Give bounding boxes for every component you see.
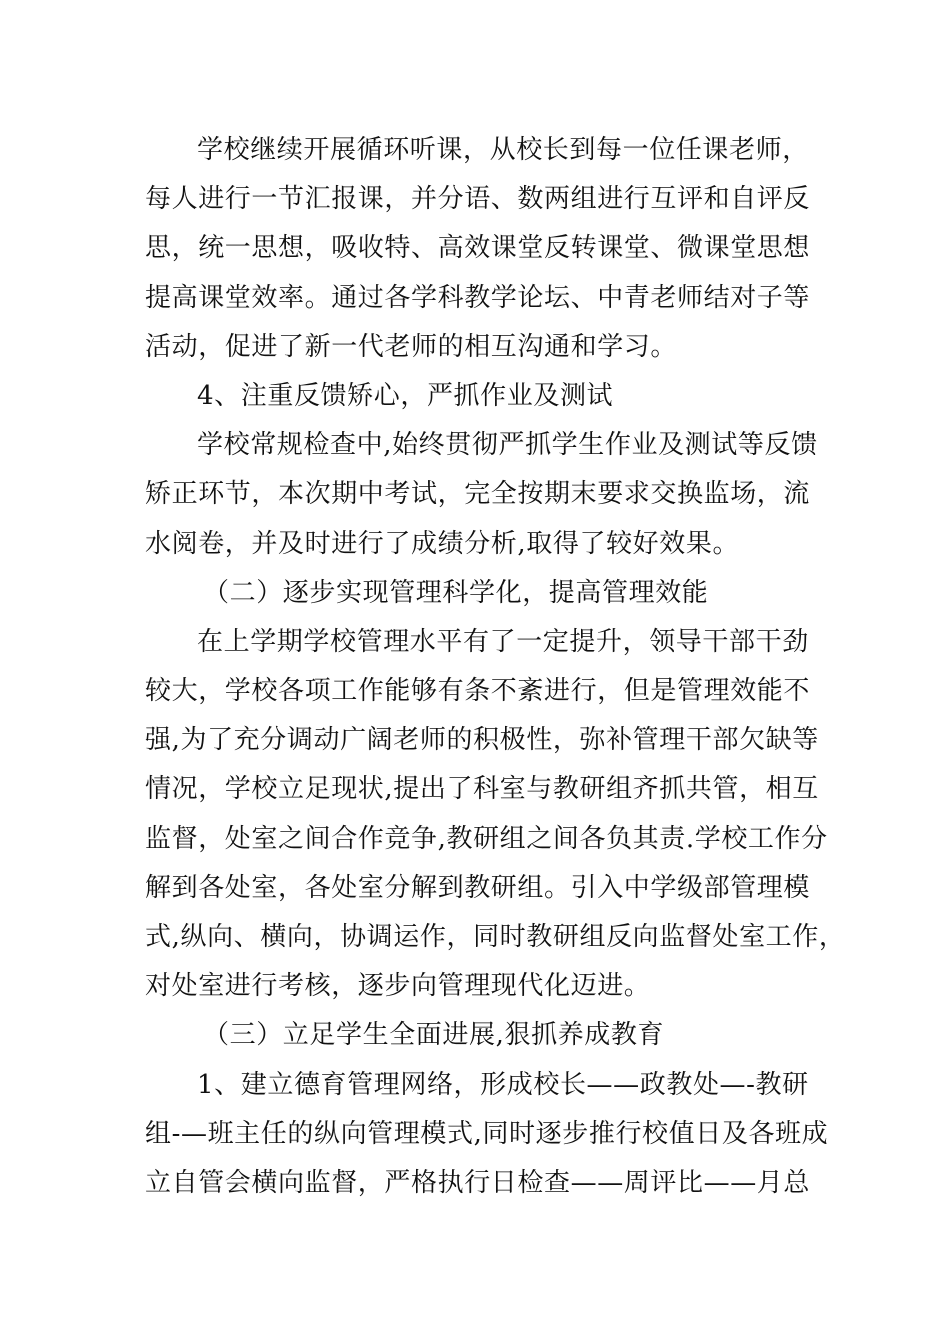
text-line: 解到各处室，各处室分解到教研组。引入中学级部管理模 — [145, 872, 811, 903]
text-line: 每人进行一节汇报课，并分语、数两组进行互评和自评反 — [145, 184, 811, 215]
text-line: 活动，促进了新一代老师的相互沟通和学习。 — [145, 331, 678, 362]
section-heading: （二）逐步实现管理科学化，提高管理效能 — [203, 577, 709, 608]
text-line: 矫正环节，本次期中考试，完全按期末要求交换监场，流 — [145, 479, 811, 510]
text-line: 立自管会横向监督，严格执行日检查——周评比——月总 — [145, 1167, 811, 1198]
section-heading: 4、注重反馈矫心，严抓作业及测试 — [197, 380, 614, 411]
text-line: 学校继续开展循环听课，从校长到每一位任课老师， — [197, 135, 809, 165]
text-line: 学校常规检查中,始终贯彻严抓学生作业及测试等反馈 — [197, 430, 818, 461]
text-line: 1、建立德育管理网络，形成校长——政教处—-教研 — [197, 1069, 809, 1100]
text-line: 水阅卷，并及时进行了成绩分析,取得了较好效果。 — [145, 528, 740, 559]
document-body — [145, 126, 846, 1208]
text-line: 较大，学校各项工作能够有条不紊进行，但是管理效能不 — [145, 676, 811, 707]
text-line: 情况，学校立足现状,提出了科室与教研组齐抓共管，相互 — [145, 774, 819, 805]
section-heading: （三）立足学生全面进展,狠抓养成教育 — [203, 1020, 665, 1051]
text-line: 提高课堂效率。通过各学科教学论坛、中青老师结对子等 — [145, 282, 811, 313]
text-line: 组-—班主任的纵向管理模式,同时逐步推行校值日及各班成 — [145, 1118, 829, 1149]
text-line: 对处室进行考核，逐步向管理现代化迈进。 — [145, 971, 651, 1002]
text-line: 监督，处室之间合作竞争,教研组之间各负其责.学校工作分 — [145, 823, 828, 854]
text-line: 强,为了充分调动广阔老师的积极性，弥补管理干部欠缺等 — [145, 725, 819, 756]
text-line: 思，统一思想，吸收特、高效课堂反转课堂、微课堂思想 — [145, 233, 811, 264]
text-line: 式,纵向、横向，协调运作，同时教研组反向监督处室工作， — [145, 922, 846, 952]
text-line: 在上学期学校管理水平有了一定提升，领导干部干劲 — [197, 626, 809, 657]
